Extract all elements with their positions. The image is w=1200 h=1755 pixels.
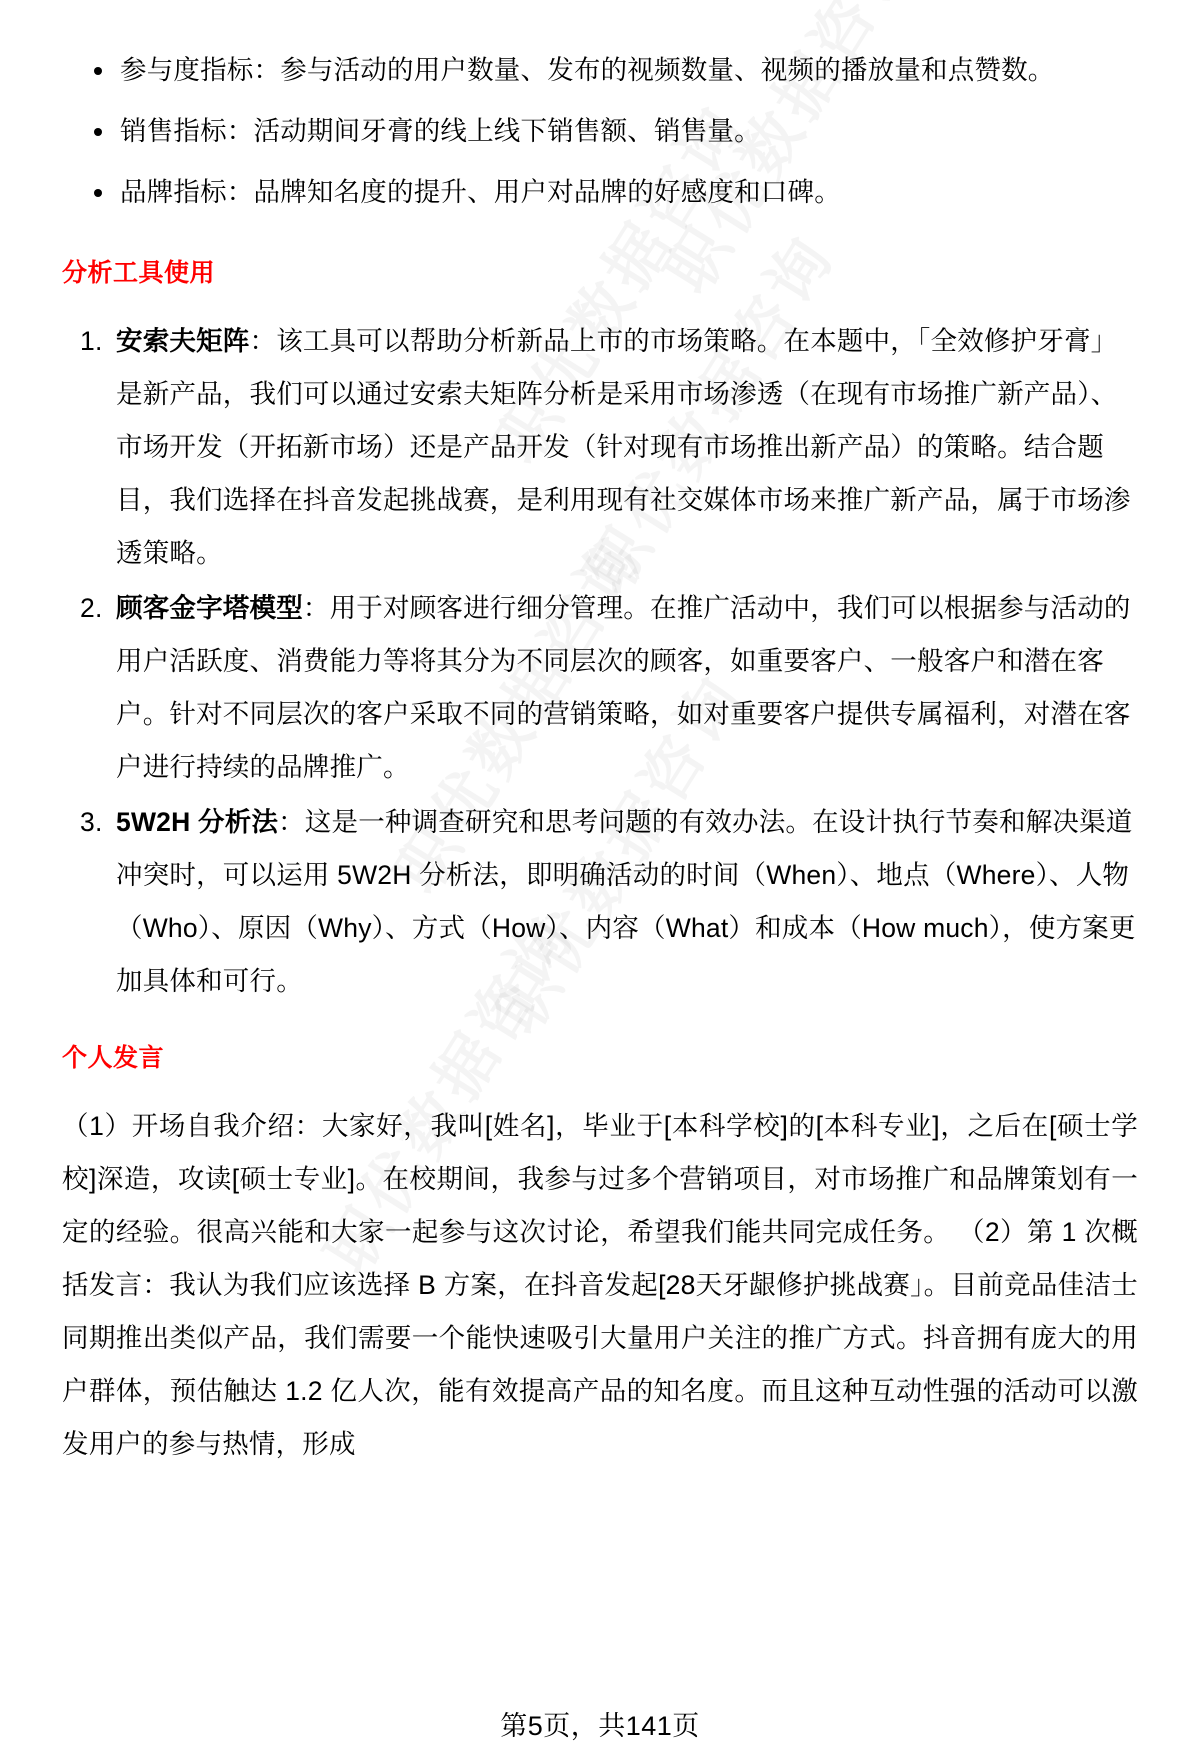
list-item [62,315,1138,580]
list-item [62,582,1138,794]
list-item-body: 该工具可以帮助分析新品上市的市场策略。在本题中，「全效修护牙膏」是新产品，我们可以通过安索夫矩阵分析是采用市场渗透（在现有市场推广新产品）、市场开发（开拓新市场）还是产品开发（针对现有市场推出新产品）的策略。结合题目，我们选择在抖音发起挑战赛，是利用现有社交媒体市场来推广新产品，属于市场渗透策略。 [116,326,1131,568]
list-item: 参与度指标：参与活动的用户数量、发布的视频数量、视频的播放量和点赞数。 [62,44,1138,97]
list-item-lead: 安索夫矩阵 [116,326,250,356]
list-item: 销售指标：活动期间牙膏的线上线下销售额、销售量。 [62,105,1138,158]
page-footer: 第5页，共141页 [500,1711,700,1741]
section-heading-personal-speech: 个人发言 [62,1044,165,1072]
list-item-separator: ： [249,326,277,356]
list-item-lead: 5W2H 分析法 [116,807,279,837]
section-heading-analysis-tools: 分析工具使用 [62,259,216,287]
personal-speech-paragraph: （1）开场自我介绍：大家好，我叫[姓名]，毕业于[本科学校]的[本科专业]，之后在[硕士学校]深造，攻读[硕士专业]。在校期间，我参与过多个营销项目，对市场推广和品牌策划有一定的经验。很高兴能和大家一起参与这次讨论，希望我们能共同完成任务。 （2）第 1 次概括发言：我认为我们应该选择 B 方案，在抖音发起[28天牙龈修护挑战赛」。目前竞品佳洁士同期推出类似产品，我们需要一个能快速吸引大量用户关注的推广方式。抖音拥有庞大的用户群体，预估触达 1.2 亿人次，能有效提高产品的知名度。而且这种互动性强的活动可以激发用户的参与热情，形成 [62,1111,1138,1459]
list-item [62,796,1138,1008]
list-item-body: 这是一种调查研究和思考问题的有效办法。在设计执行节奏和解决渠道冲突时，可以运用 5W2H 分析法，即明确活动的时间（When）、地点（Where）、人物（Who）、原因（Why）、方式（How）、内容（What）和成本（How much），使方案更加具体和可行。 [116,807,1136,996]
analysis-tools-list [62,315,1138,1008]
metrics-bullet-list [62,44,1138,219]
list-item: 品牌指标：品牌知名度的提升、用户对品牌的好感度和口碑。 [62,166,1138,219]
list-item-body: 用于对顾客进行细分管理。在推广活动中，我们可以根据参与活动的用户活跃度、消费能力等将其分为不同层次的顾客，如重要客户、一般客户和潜在客户。针对不同层次的客户采取不同的营销策略，如对重要客户提供专属福利，对潜在客户进行持续的品牌推广。 [116,593,1131,782]
list-item-separator: ： [278,807,305,837]
list-item-separator: ： [302,593,330,623]
list-item-lead: 顾客金字塔模型 [116,593,303,623]
